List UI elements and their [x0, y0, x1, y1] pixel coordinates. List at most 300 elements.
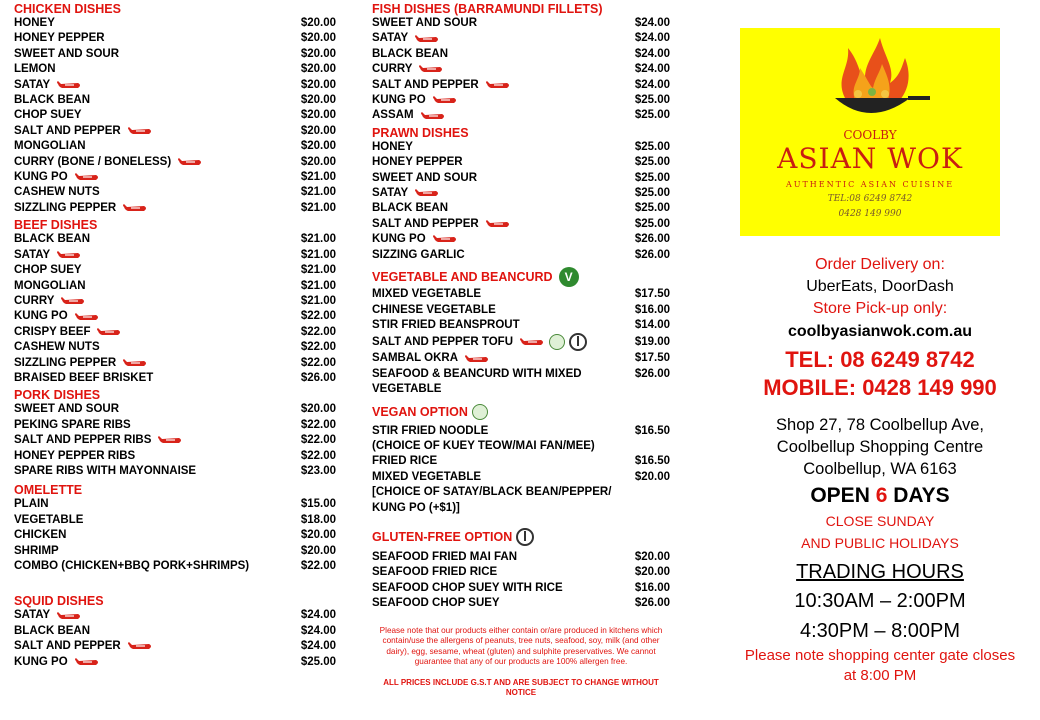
menu-item-price: $25.00: [634, 217, 670, 230]
menu-item-name: KUNG PO: [14, 310, 68, 323]
section-title: FISH DISHES (BARRAMUNDI FILLETS): [372, 2, 603, 16]
menu-item-name-wrap: [372, 47, 448, 62]
menu-item-name-wrap: [14, 639, 153, 654]
menu-item: [14, 608, 336, 623]
gf-title-text: GLUTEN-FREE OPTION: [372, 529, 513, 544]
menu-item-price: $17.50: [634, 288, 670, 301]
menu-item: [14, 185, 336, 200]
menu-item-name: CASHEW NUTS: [14, 186, 100, 199]
menu-item-name: CHICKEN: [14, 529, 67, 542]
menu-item-name-wrap: [14, 248, 82, 263]
menu-item: [14, 418, 336, 433]
menu-item: [372, 93, 670, 108]
menu-item: [372, 454, 670, 469]
menu-item-price: $22.00: [300, 434, 336, 447]
menu-item: [14, 170, 336, 185]
menu-item: [14, 356, 336, 371]
menu-item-price: $25.00: [634, 94, 670, 107]
menu-item-price: $16.00: [634, 303, 670, 316]
menu-item: [372, 287, 670, 302]
menu-item-price: $16.50: [634, 424, 670, 437]
menu-item-name: CHOP SUEY: [14, 109, 82, 122]
veg-last-line: VEGETABLE: [372, 383, 442, 396]
menu-item: [14, 639, 336, 654]
info-column: [720, 254, 1040, 686]
menu-item: [14, 624, 336, 639]
gluten-free-icon: [516, 528, 534, 546]
vegetarian-icon: [559, 267, 579, 287]
menu-item: [372, 108, 670, 123]
menu-item-name-wrap: [14, 559, 249, 574]
menu-column-2: [372, 0, 670, 698]
menu-item-name-wrap: [372, 155, 463, 170]
menu-item-name: KUNG PO: [14, 171, 68, 184]
chili-icon: [432, 96, 458, 105]
menu-item-name-wrap: [14, 608, 82, 623]
menu-item: [14, 464, 336, 479]
menu-item-name-wrap: [14, 624, 90, 639]
menu-item-name-wrap: [14, 294, 86, 309]
menu-item-price: $20.00: [300, 544, 336, 557]
menu-item: [14, 433, 336, 448]
menu-item-price: $24.00: [634, 78, 670, 91]
menu-item-name: CURRY (BONE / BONELESS): [14, 155, 172, 168]
menu-item: [372, 596, 670, 611]
gate-note-1: Please note shopping center gate closes: [744, 647, 1016, 664]
menu-item-name: SALT AND PEPPER RIBS: [14, 434, 152, 447]
menu-item: [14, 340, 336, 355]
menu-item-price: $20.00: [300, 124, 336, 137]
vegan-choice-line-2: KUNG PO (+$1)]: [372, 501, 460, 514]
menu-item: [372, 367, 670, 382]
menu-item-name: MIXED VEGETABLE: [372, 288, 482, 301]
menu-item-name-wrap: [372, 62, 444, 77]
menu-item-name-wrap: [14, 170, 100, 185]
menu-item-price: $25.00: [634, 109, 670, 122]
menu-item-price: $21.00: [300, 186, 336, 199]
menu-item-name-wrap: [14, 402, 119, 417]
menu-item-name: COMBO (CHICKEN+BBQ PORK+SHRIMPS): [14, 560, 250, 572]
menu-item-name-wrap: [14, 124, 153, 139]
menu-item: [372, 424, 670, 439]
chili-icon: [485, 81, 511, 90]
menu-item-price: $20.00: [300, 32, 336, 45]
menu-item-price: $26.00: [634, 233, 670, 246]
menu-item-name-wrap: [372, 201, 448, 216]
menu-item-price: $20.00: [300, 78, 336, 91]
chili-icon: [432, 235, 458, 244]
menu-item-price: $22.00: [300, 449, 336, 462]
menu-item-price: $22.00: [300, 341, 336, 354]
menu-item-price: $24.00: [300, 624, 336, 637]
menu-item-price: $20.00: [300, 403, 336, 416]
menu-item: [14, 248, 336, 263]
chili-icon: [122, 204, 148, 213]
menu-item-name-wrap: [372, 367, 582, 382]
menu-item: [14, 655, 336, 670]
menu-item-name-wrap: [372, 78, 511, 93]
veg-items: [372, 287, 670, 382]
open-days: [720, 482, 1040, 510]
menu-item-name: CURRY: [14, 294, 55, 307]
menu-item-name: BLACK BEAN: [14, 624, 91, 637]
menu-item-name-wrap: [372, 31, 440, 46]
menu-item-name-wrap: [14, 449, 135, 464]
veg-title-text: VEGETABLE AND BEANCURD: [372, 270, 553, 285]
menu-item-name: (CHOICE OF KUEY TEOW/MAI FAN/MEE): [372, 439, 595, 452]
menu-item: [14, 294, 336, 309]
menu-item: [14, 124, 336, 139]
phone-number[interactable]: TEL: 08 6249 8742: [785, 347, 975, 372]
menu-item-price: $17.50: [634, 352, 670, 365]
chili-icon: [414, 189, 440, 198]
menu-item-name-wrap: [372, 303, 496, 318]
menu-item-name: STIR FRIED NOODLE: [372, 424, 489, 437]
menu-column-1: [14, 0, 336, 670]
vegan-leaf-icon: [472, 404, 488, 420]
menu-item-price: $22.00: [300, 418, 336, 431]
menu-item-price: $22.00: [300, 356, 336, 369]
menu-item-price: $25.00: [634, 140, 670, 153]
menu-item-name: SIZZLING PEPPER: [14, 201, 117, 214]
menu-item-name: SHRIMP: [14, 544, 59, 557]
menu-item-name: SIZZING GARLIC: [372, 248, 465, 261]
hours-lunch: 10:30AM – 2:00PM: [794, 590, 966, 612]
menu-item-price: $25.00: [634, 202, 670, 215]
close-sunday: CLOSE SUNDAY: [825, 513, 935, 529]
open-prefix: OPEN: [810, 484, 876, 507]
column-1-sections: [14, 2, 336, 670]
logo-big-text: ASIAN WOK: [777, 142, 963, 175]
menu-item: [14, 325, 336, 340]
menu-item-name: LEMON: [14, 63, 56, 76]
menu-item-name-wrap: [372, 333, 587, 351]
menu-item-name-wrap: [372, 424, 488, 439]
menu-item: [14, 201, 336, 216]
vegan-section-title: [372, 404, 670, 420]
menu-item-name-wrap: [372, 287, 481, 302]
menu-item: [372, 186, 670, 201]
menu-item-price: $20.00: [300, 140, 336, 153]
menu-item-name: PLAIN: [14, 498, 49, 511]
menu-item-price: $20.00: [634, 566, 670, 579]
menu-item: [372, 248, 670, 263]
menu-item-name-wrap: [14, 279, 86, 294]
chili-icon: [56, 251, 82, 260]
menu-item-price: $21.00: [300, 171, 336, 184]
menu-item: [372, 550, 670, 565]
menu-item: [372, 303, 670, 318]
menu-item-price: $24.00: [634, 47, 670, 60]
menu-item-price: $24.00: [634, 32, 670, 45]
allergen-note: Please note that our products either contain or/are produced in kitchens which contain/use the allergens of peanuts, tree nuts, seafood, soy, milk (and other dairy), egg, sesame, wheat (gluten) and sulphite preservatives. We cannot guarantee that any of our products are 100% allergen free.: [379, 625, 663, 667]
address-line-3: Coolbellup, WA 6163: [803, 460, 957, 478]
pickup-label: Store Pick-up only:: [812, 300, 948, 317]
section-title: CHICKEN DISHES: [14, 2, 121, 16]
menu-item-name-wrap: [14, 108, 82, 123]
trading-hours-heading: TRADING HOURS: [796, 561, 964, 583]
menu-item-name: CHOP SUEY: [14, 264, 82, 277]
chili-icon: [56, 81, 82, 90]
menu-item-name-wrap: [14, 263, 82, 278]
menu-item-name-wrap: [14, 93, 90, 108]
menu-item: [14, 78, 336, 93]
menu-item-name-wrap: [372, 565, 497, 580]
menu-item-name-wrap: [14, 185, 100, 200]
gf-section-title: [372, 528, 670, 546]
menu-item-name: PEKING SPARE RIBS: [14, 418, 131, 431]
menu-item-name: BLACK BEAN: [14, 233, 91, 246]
menu-item-name: HONEY PEPPER RIBS: [14, 449, 136, 462]
chili-icon: [96, 328, 122, 337]
menu-item-price: $20.00: [634, 550, 670, 563]
chili-icon: [485, 220, 511, 229]
menu-item-name-wrap: [372, 470, 481, 485]
chili-icon: [464, 355, 490, 364]
menu-item-price: $22.00: [300, 325, 336, 338]
menu-item-name: SALT AND PEPPER: [372, 217, 479, 230]
mobile-number[interactable]: MOBILE: 0428 149 990: [763, 375, 997, 400]
menu-item: [14, 559, 336, 574]
menu-item-name-wrap: [14, 201, 148, 216]
menu-item-name-wrap: [372, 232, 458, 247]
menu-item-price: $21.00: [300, 294, 336, 307]
price-note: ALL PRICES INCLUDE G.S.T AND ARE SUBJECT TO CHANGE WITHOUT NOTICE: [383, 677, 659, 697]
menu-item-name: BLACK BEAN: [372, 47, 449, 60]
menu-item: [14, 513, 336, 528]
menu-item-name: SATAY: [14, 609, 51, 622]
logo-tagline: AUTHENTIC ASIAN CUISINE: [785, 180, 955, 189]
menu-item-name-wrap: [372, 550, 517, 565]
menu-item-name: VEGETABLE: [14, 513, 84, 526]
menu-item-price: $24.00: [634, 17, 670, 29]
menu-item-price: $20.00: [300, 63, 336, 76]
menu-item: [372, 565, 670, 580]
menu-item-name-wrap: [372, 186, 440, 201]
menu-item-name: BLACK BEAN: [14, 94, 91, 107]
menu-item-name-wrap: [14, 155, 203, 170]
menu-item-name-wrap: [14, 139, 86, 154]
menu-item: [14, 232, 336, 247]
menu-item-price: $21.00: [300, 279, 336, 292]
menu-item-name: CRISPY BEEF: [14, 325, 91, 338]
menu-item-price: $22.00: [300, 560, 336, 572]
menu-item-name-wrap: [14, 31, 105, 46]
menu-item: [372, 171, 670, 186]
menu-item-name-wrap: [372, 93, 458, 108]
menu-item-name-wrap: [14, 309, 100, 324]
menu-item-price: $16.00: [634, 581, 670, 594]
chili-icon: [74, 313, 100, 322]
menu-item-price: $24.00: [300, 609, 336, 622]
vegan-choice-line-1: [CHOICE OF SATAY/BLACK BEAN/PEPPER/: [372, 486, 612, 499]
menu-item: [372, 217, 670, 232]
chili-icon: [122, 359, 148, 368]
menu-item-name: HONEY: [14, 17, 55, 29]
menu-item: [14, 155, 336, 170]
chili-icon: [60, 297, 86, 306]
logo-small-text: COOLBY: [843, 128, 897, 142]
chili-icon: [420, 112, 446, 121]
menu-item: [14, 279, 336, 294]
menu-item-price: $20.00: [300, 529, 336, 542]
menu-item-name-wrap: [372, 217, 511, 232]
section-title: BEEF DISHES: [14, 218, 98, 233]
menu-item: [14, 497, 336, 512]
menu-item: [372, 78, 670, 93]
menu-item-price: $18.00: [300, 513, 336, 526]
menu-item-name: SEAFOOD & BEANCURD WITH MIXED: [372, 367, 582, 380]
menu-item-name: SWEET AND SOUR: [14, 403, 119, 416]
menu-item-name: SWEET AND SOUR: [14, 47, 119, 60]
menu-item: [372, 333, 670, 351]
menu-item-name-wrap: [372, 439, 595, 454]
chili-icon: [127, 127, 153, 136]
menu-item-price: $16.50: [634, 455, 670, 468]
menu-item: [14, 449, 336, 464]
menu-item-name-wrap: [14, 356, 148, 371]
menu-item-name: SALT AND PEPPER: [372, 78, 479, 91]
menu-item-name-wrap: [14, 528, 66, 543]
chili-icon: [74, 658, 100, 667]
gate-note-2: at 8:00 PM: [843, 667, 917, 684]
chili-icon: [127, 642, 153, 651]
open-count: 6: [875, 484, 888, 507]
menu-item-price: $25.00: [634, 171, 670, 184]
menu-item-name-wrap: [14, 232, 90, 247]
menu-item: [14, 544, 336, 559]
menu-item: [14, 371, 336, 386]
menu-item: [14, 93, 336, 108]
menu-item-name: SEAFOOD CHOP SUEY: [372, 597, 500, 610]
menu-item-name: MONGOLIAN: [14, 140, 86, 153]
menu-item: [372, 155, 670, 170]
menu-item-name-wrap: [14, 418, 131, 433]
menu-item-price: $20.00: [300, 17, 336, 29]
menu-item-price: $20.00: [634, 470, 670, 483]
menu-item-name-wrap: [372, 108, 446, 123]
section-title: OMELETTE: [14, 483, 83, 498]
column-2-sections: [372, 2, 670, 263]
menu-item: [14, 139, 336, 154]
menu-item-name: SEAFOOD FRIED MAI FAN: [372, 550, 518, 563]
menu-item-name: SATAY: [14, 78, 51, 91]
menu-item: [14, 309, 336, 324]
menu-item-name-wrap: [14, 340, 100, 355]
close-holidays: AND PUBLIC HOLIDAYS: [801, 535, 959, 551]
menu-item: [372, 16, 670, 31]
menu-item: [14, 31, 336, 46]
menu-item: [372, 31, 670, 46]
menu-item: [14, 263, 336, 278]
menu-item-price: $25.00: [634, 156, 670, 169]
menu-item-name: SALT AND PEPPER: [14, 124, 121, 137]
order-delivery-label: Order Delivery on:: [815, 256, 945, 273]
menu-item-name: SALT AND PEPPER TOFU: [372, 335, 513, 348]
menu-item-name: SATAY: [372, 187, 409, 200]
section-title: PRAWN DISHES: [372, 125, 469, 140]
menu-item-price: $24.00: [634, 63, 670, 76]
menu-item: [372, 581, 670, 596]
menu-item: [372, 351, 670, 366]
menu-item-price: $14.00: [634, 318, 670, 331]
chili-icon: [177, 158, 203, 167]
hours-dinner: 4:30PM – 8:00PM: [799, 620, 961, 642]
menu-item: [372, 470, 670, 485]
menu-item-price: $26.00: [634, 597, 670, 610]
menu-item-price: $22.00: [300, 310, 336, 323]
menu-item: [372, 318, 670, 333]
menu-item-name-wrap: [372, 581, 563, 596]
menu-item-price: $21.00: [300, 201, 336, 214]
vegan-items: [372, 424, 670, 486]
menu-item-price: $26.00: [634, 248, 670, 261]
menu-item-name-wrap: [14, 433, 183, 448]
menu-item: [14, 62, 336, 77]
menu-item-name-wrap: [372, 16, 477, 31]
chili-icon: [157, 436, 183, 445]
menu-item-name: SAMBAL OKRA: [372, 352, 459, 365]
menu-item-price: $15.00: [300, 498, 336, 511]
chili-icon: [56, 612, 82, 621]
vegan-title-text: VEGAN OPTION: [372, 404, 468, 419]
chili-icon: [519, 338, 545, 347]
menu-item-name: SWEET AND SOUR: [372, 171, 477, 184]
menu-item-name-wrap: [372, 248, 465, 263]
menu-item-name: KUNG PO: [372, 233, 426, 246]
menu-item-name-wrap: [14, 47, 119, 62]
section-title: SQUID DISHES: [14, 594, 104, 609]
menu-item-name-wrap: [372, 596, 500, 611]
menu-item-name: SALT AND PEPPER: [14, 640, 121, 653]
menu-item: [372, 201, 670, 216]
menu-item: [14, 16, 336, 31]
menu-item-price: $21.00: [300, 233, 336, 246]
menu-item-name: BLACK BEAN: [372, 202, 449, 215]
menu-item-price: $26.00: [634, 367, 670, 380]
menu-item-name-wrap: [14, 16, 55, 31]
menu-item-name-wrap: [14, 78, 82, 93]
address-line-1: Shop 27, 78 Coolbellup Ave,: [776, 416, 984, 434]
menu-item-name: HONEY: [372, 140, 413, 153]
menu-item-name: FRIED RICE: [372, 455, 438, 468]
delivery-services: UberEats, DoorDash: [806, 278, 954, 295]
menu-item-price: $20.00: [300, 47, 336, 60]
menu-item-price: $19.00: [634, 335, 670, 348]
vegan-leaf-icon: [549, 334, 565, 350]
address-line-2: Coolbellup Shopping Centre: [776, 438, 984, 456]
menu-item-name-wrap: [372, 454, 437, 469]
menu-item-price: $24.00: [300, 640, 336, 653]
menu-item: [14, 528, 336, 543]
menu-item: [372, 62, 670, 77]
menu-item: [372, 140, 670, 155]
menu-item-name: CASHEW NUTS: [14, 341, 100, 354]
menu-item-name-wrap: [372, 318, 520, 333]
menu-item-name-wrap: [14, 464, 196, 479]
gluten-free-icon: [569, 333, 587, 351]
menu-item: [14, 402, 336, 417]
menu-item-name: SPARE RIBS WITH MAYONNAISE: [14, 464, 197, 477]
menu-item-name-wrap: [14, 655, 100, 670]
menu-item-price: $20.00: [300, 155, 336, 168]
chili-icon: [74, 173, 100, 182]
website-link[interactable]: coolbyasianwok.com.au: [787, 323, 973, 340]
menu-item-name: SATAY: [14, 248, 51, 261]
chili-icon: [418, 65, 444, 74]
menu-item-price: $20.00: [300, 94, 336, 107]
menu-item-name: STIR FRIED BEANSPROUT: [372, 318, 520, 331]
